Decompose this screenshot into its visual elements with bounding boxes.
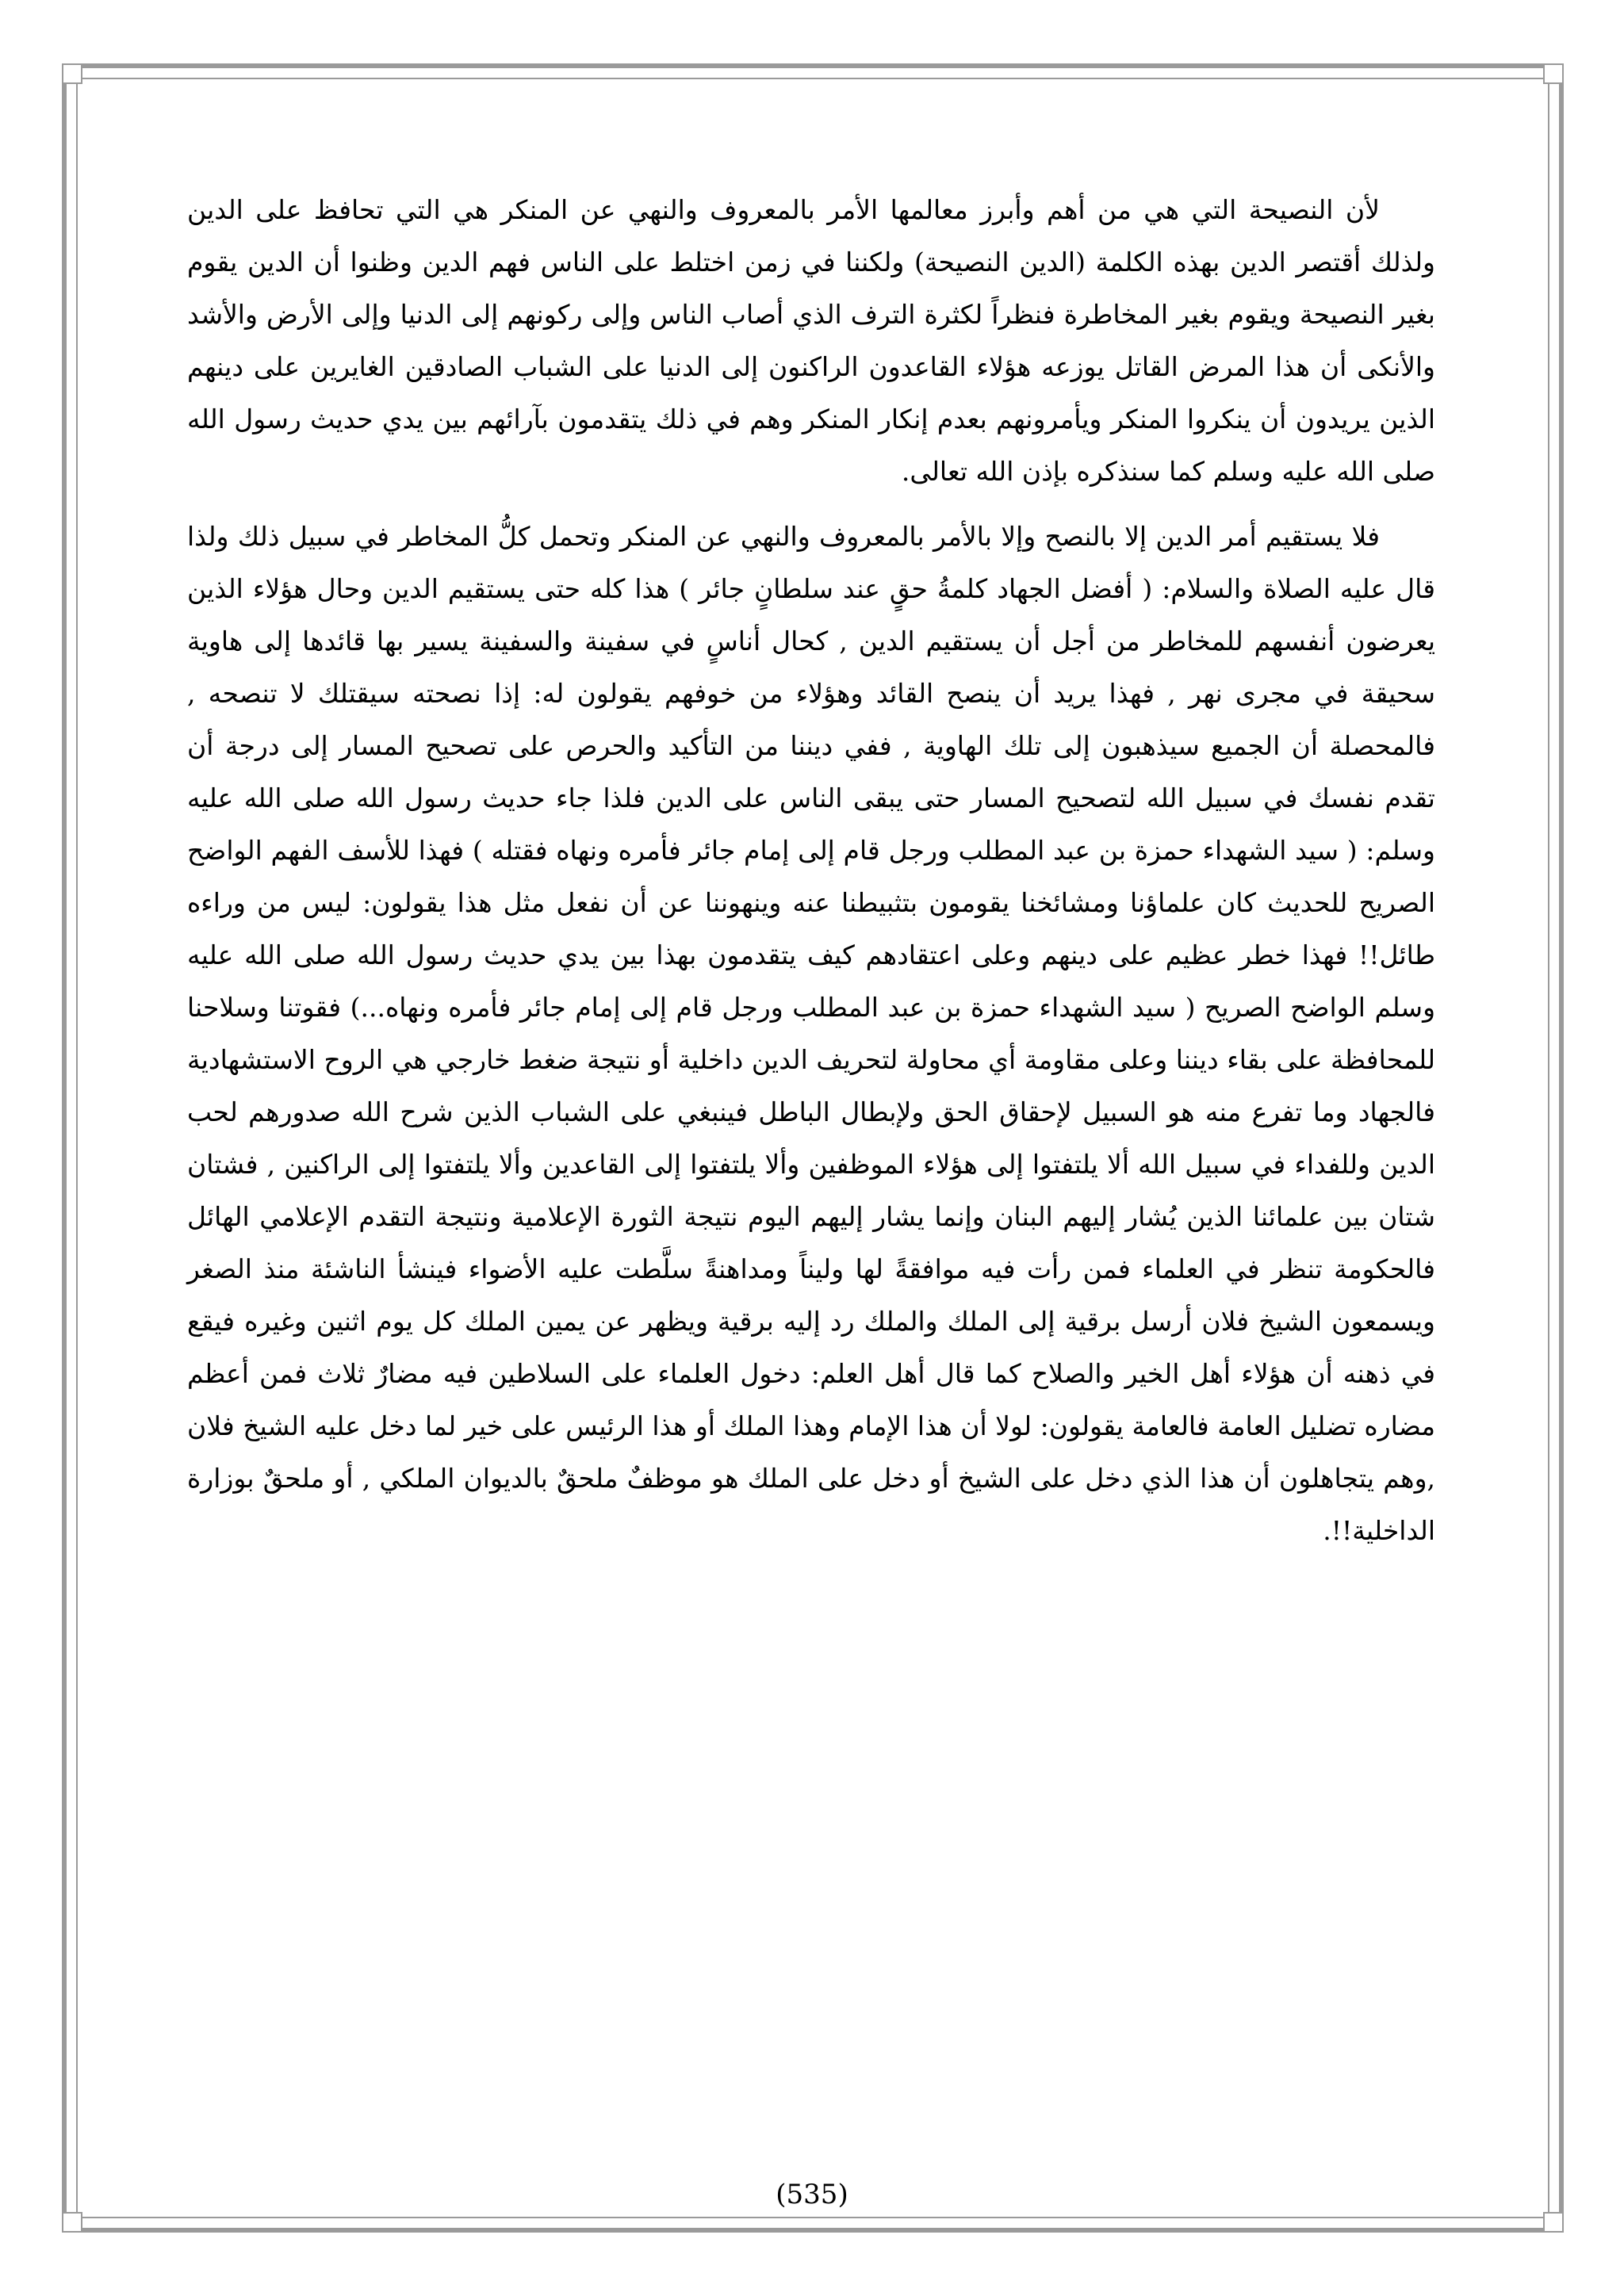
frame-corner-bottom-left: [62, 2212, 82, 2233]
frame-corner-top-left: [62, 63, 82, 84]
paragraph-1: لأن النصيحة التي هي من أهم وأبرز معالمها الأمر بالمعروف والنهي عن المنكر هي التي تحافظ على الدين ولذلك أقتصر الدين بهذه الكلمة (الدين النصيحة) ولكننا في زمن اختلط على الناس فهم الدين وظنوا أن الدين يقوم بغير النصيحة ويقوم بغير المخاطرة فنظراً لكثرة الترف الذي أصاب الناس وإلى ركونهم إلى الدنيا وإلى الأرض والأشد والأنكى أن هذا المرض القاتل يوزعه هؤلاء القاعدون الراكنون إلى الدنيا على الشباب الصادقين الغايرين على دينهم الذين يريدون أن ينكروا المنكر ويأمرونهم بعدم إنكار المنكر وهم في ذلك يتقدمون بآرائهم بين يدي حديث رسول الله صلى الله عليه وسلم كما سنذكره بإذن الله تعالى.: [187, 194, 1435, 487]
frame-corner-bottom-right: [1543, 2212, 1564, 2233]
paragraph-2: فلا يستقيم أمر الدين إلا بالنصح وإلا بالأمر بالمعروف والنهي عن المنكر وتحمل كلُّ المخاطر في سبيل ذلك ولذا قال عليه الصلاة والسلام: ( أفضل الجهاد كلمةُ حقٍ عند سلطانٍ جائر ) هذا كله حتى يستقيم الدين وحال هؤلاء الذين يعرضون أنفسهم للمخاطر من أجل أن يستقيم الدين , كحال أناسٍ في سفينة والسفينة يسير بها قائدها إلى هاوية سحيقة في مجرى نهر , فهذا يريد أن ينصح القائد وهؤلاء من خوفهم يقولون له: إذا نصحته سيقتلك لا تنصحه , فالمحصلة أن الجميع سيذهبون إلى تلك الهاوية , ففي ديننا من التأكيد والحرص على تصحيح المسار إلى درجة أن تقدم نفسك في سبيل الله لتصحيح المسار حتى يبقى الناس على الدين فلذا جاء حديث رسول الله صلى الله عليه وسلم: ( سيد الشهداء حمزة بن عبد المطلب ورجل قام إلى إمام جائر فأمره ونهاه فقتله ) فهذا للأسف الفهم الواضح الصريح للحديث كان علماؤنا ومشائخنا يقومون بتثبيطنا عنه وينهوننا عن أن نفعل مثل هذا يقولون: ليس من وراءه طائل!! فهذا خطر عظيم على دينهم وعلى اعتقادهم كيف يتقدمون بهذا بين يدي حديث رسول الله صلى الله عليه وسلم الواضح الصريح ( سيد الشهداء حمزة بن عبد المطلب ورجل قام إلى إمام جائر فأمره ونهاه...) فقوتنا وسلاحنا للمحافظة على بقاء ديننا وعلى مقاومة أي محاولة لتحريف الدين داخلية أو نتيجة ضغط خارجي هي الروح الاستشهادية فالجهاد وما تفرع منه هو السبيل لإحقاق الحق ولإبطال الباطل فينبغي على الشباب الذين شرح الله صدورهم لحب الدين وللفداء في سبيل الله ألا يلتفتوا إلى هؤلاء الموظفين وألا يلتفتوا إلى القاعدين وألا يلتفتوا إلى الراكنين , فشتان شتان بين علمائنا الذين يُشار إليهم البنان وإنما يشار إليهم اليوم نتيجة الثورة الإعلامية ونتيجة التقدم الإعلامي الهائل فالحكومة تنظر في العلماء فمن رأت فيه موافقةً لها وليناً ومداهنةً سلَّطت عليه الأضواء فينشأ الناشئة منذ الصغر ويسمعون الشيخ فلان أرسل برقية إلى الملك والملك رد إليه برقية ويظهر عن يمين الملك كل يوم اثنين وغيره فيقع في ذهنه أن هؤلاء أهل الخير والصلاح كما قال أهل العلم: دخول العلماء على السلاطين فيه مضارٌ ثلاث فمن أعظم مضاره تضليل العامة فالعامة يقولون: لولا أن هذا الإمام وهذا الملك أو هذا الرئيس على خير لما دخل عليه الشيخ فلان ,وهم يتجاهلون أن هذا الذي دخل على الشيخ أو دخل على الملك هو موظفٌ ملحقٌ بالديوان الملكي , أو ملحقٌ بوزارة الداخلية!!.: [187, 521, 1435, 1546]
frame-corner-top-right: [1543, 63, 1564, 84]
page-number: (535): [776, 2179, 848, 2210]
document-body: [187, 184, 1435, 1570]
